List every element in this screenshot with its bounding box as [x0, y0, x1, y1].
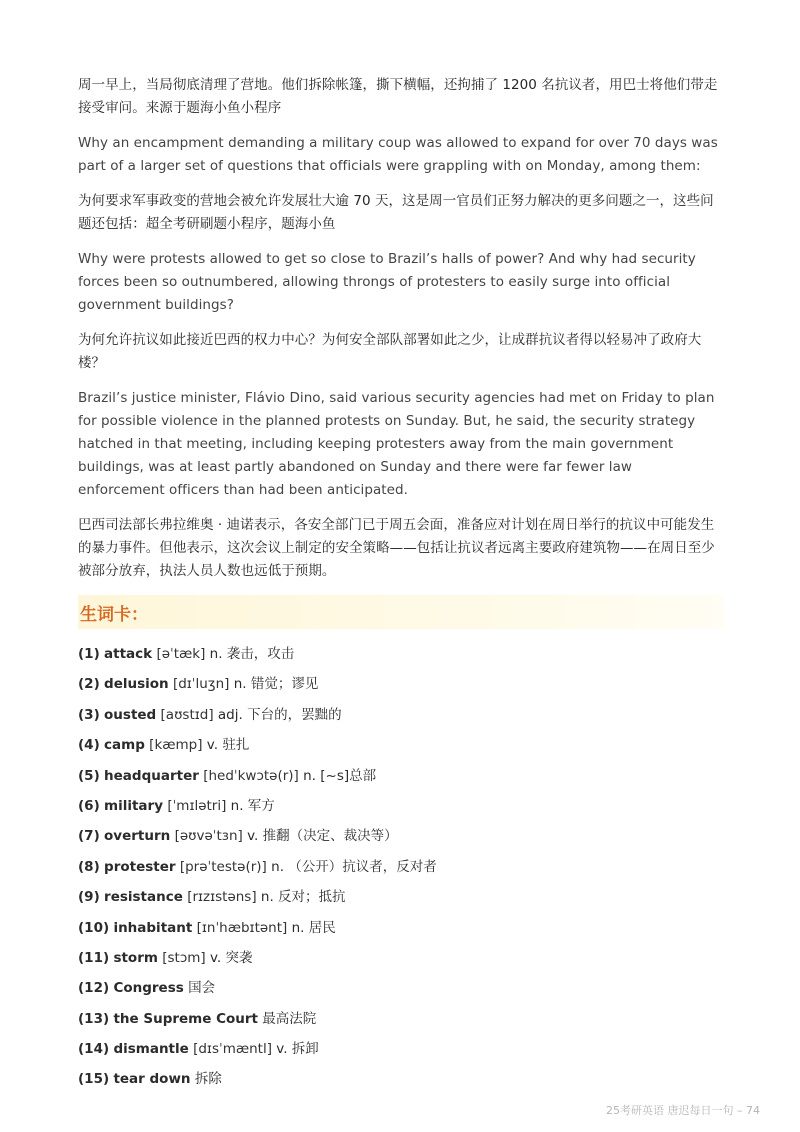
vocab-definition: n. 军方: [230, 797, 275, 814]
english-paragraph: Brazil’s justice minister, Flávio Dino, said various security agencies had met on Friday to plan for possible violence in the planned protests on Sunday. But, he said, the security strategy hatched in that meeting, including keeping protesters away from the main government buildings, was at least partly abandoned on Sunday and there were far fewer law enforcement officers than had been anticipated.: [78, 390, 715, 498]
vocab-word: storm: [113, 949, 158, 966]
vocab-item: [78, 791, 722, 821]
page-footer: 25考研英语 唐迟每日一句 – 74: [606, 1104, 760, 1117]
vocab-phonetic: [prəˈtestə(r)]: [179, 858, 267, 875]
vocab-number: (8): [78, 858, 100, 875]
vocab-number: (5): [78, 767, 100, 784]
vocab-definition: 拆除: [194, 1071, 222, 1088]
vocab-number: (3): [78, 706, 100, 723]
vocab-definition: n. 错觉；谬见: [233, 676, 319, 693]
vocab-definition: v. 拆卸: [276, 1041, 319, 1058]
english-paragraph: Why were protests allowed to get so close to Brazil’s halls of power? And why had security forces been so outnumbered, allowing throngs of protesters to easily surge into official government buildings?: [78, 251, 696, 313]
vocab-definition: n. 反对；抵抗: [260, 889, 346, 906]
vocab-item: [78, 913, 722, 943]
vocab-number: (4): [78, 737, 100, 754]
vocab-word: tear down: [113, 1071, 191, 1088]
vocab-card-header: [78, 595, 724, 629]
vocab-number: (2): [78, 676, 100, 693]
vocab-word: the Supreme Court: [113, 1010, 258, 1027]
vocab-definition: 最高法院: [262, 1010, 317, 1027]
vocab-word: resistance: [104, 889, 183, 906]
chinese-paragraph: 巴西司法部长弗拉维奥 · 迪诺表示，各安全部门已于周五会面，准备应对计划在周日举行的抗议中可能发生的暴力事件。但他表示，这次会议上制定的安全策略——包括让抗议者远离主要政府建筑物——在周日至少被部分放弃，执法人员人数也远低于预期。: [78, 517, 715, 579]
vocab-item: [78, 1034, 722, 1064]
vocab-definition: 国会: [188, 980, 216, 997]
vocab-word: Congress: [113, 980, 184, 997]
vocab-word: delusion: [104, 676, 169, 693]
vocab-item: [78, 882, 722, 912]
page-content: [78, 74, 722, 1095]
vocab-word: military: [104, 797, 164, 814]
vocab-phonetic: [hedˈkwɔtə(r)]: [203, 767, 299, 784]
vocab-item: [78, 669, 722, 699]
vocab-word: ousted: [104, 706, 157, 723]
vocab-word: dismantle: [113, 1041, 189, 1058]
vocab-word: protester: [104, 858, 176, 875]
vocab-phonetic: [ɪnˈhæbɪtənt]: [196, 919, 288, 936]
vocab-number: (11): [78, 949, 110, 966]
english-paragraph: Why an encampment demanding a military coup was allowed to expand for over 70 days was part of a larger set of questions that officials were grappling with on Monday, among them:: [78, 135, 718, 174]
article-body: [78, 74, 722, 583]
vocab-number: (10): [78, 919, 110, 936]
vocab-definition: v. 推翻（决定、裁决等）: [247, 828, 398, 845]
vocab-number: (6): [78, 797, 100, 814]
vocab-item: [78, 943, 722, 973]
vocab-phonetic: [rɪzɪstəns]: [187, 889, 257, 906]
vocab-number: (14): [78, 1041, 110, 1058]
vocab-phonetic: [əˈtæk]: [156, 646, 206, 662]
vocab-item: [78, 1004, 722, 1034]
vocab-phonetic: [aʊstɪd]: [160, 706, 214, 723]
vocab-item: [78, 1064, 722, 1094]
vocab-item: [78, 761, 722, 791]
chinese-paragraph: 为何允许抗议如此接近巴西的权力中心？为何安全部队部署如此之少，让成群抗议者得以轻易冲了政府大楼？: [78, 332, 702, 371]
vocab-number: (13): [78, 1010, 110, 1027]
vocab-phonetic: [ˈmɪlətri]: [167, 797, 227, 814]
vocab-word: inhabitant: [113, 919, 193, 936]
vocab-card-title: 生词卡：: [80, 604, 148, 625]
vocab-item: [78, 973, 722, 1003]
vocab-word: headquarter: [104, 767, 199, 784]
vocab-definition: v. 驻扎: [206, 737, 250, 754]
vocab-phonetic: [stɔm]: [162, 949, 206, 966]
vocab-item: [78, 700, 722, 730]
vocab-definition: v. 突袭: [209, 949, 253, 966]
vocab-definition: n. [~s]总部: [303, 767, 377, 784]
vocab-number: (12): [78, 980, 110, 997]
vocab-definition: n. （公开）抗议者，反对者: [271, 858, 437, 875]
vocab-item: [78, 852, 722, 882]
vocab-number: (7): [78, 828, 100, 845]
vocab-item: [78, 730, 722, 760]
vocab-phonetic: [kæmp]: [149, 737, 203, 754]
vocab-word: attack: [104, 646, 153, 662]
vocab-definition: n. 居民: [291, 919, 336, 936]
vocab-phonetic: [əʊvəˈtɜn]: [174, 828, 243, 845]
vocab-number: (15): [78, 1071, 110, 1088]
vocab-word: camp: [104, 737, 145, 754]
vocab-item: [78, 639, 722, 669]
vocab-phonetic: [dɪsˈmæntl]: [193, 1041, 272, 1058]
chinese-paragraph: 周一早上，当局彻底清理了营地。他们拆除帐篷，撕下横幅，还拘捕了 1200 名抗议者，用巴士将他们带走接受审问。来源于题海小鱼小程序: [78, 77, 718, 116]
vocab-list: [78, 639, 722, 1095]
vocab-phonetic: [dɪˈluʒn]: [172, 676, 230, 693]
vocab-definition: n. 袭击，攻击: [209, 646, 295, 662]
vocab-definition: adj. 下台的，罢黜的: [217, 706, 342, 723]
vocab-number: (1): [78, 646, 100, 662]
chinese-paragraph: 为何要求军事政变的营地会被允许发展壮大逾 70 天，这是周一官员们正努力解决的更多问题之一，这些问题还包括：超全考研刷题小程序，题海小鱼: [78, 193, 714, 232]
vocab-item: [78, 821, 722, 851]
vocab-word: overturn: [104, 828, 171, 845]
vocab-number: (9): [78, 889, 100, 906]
